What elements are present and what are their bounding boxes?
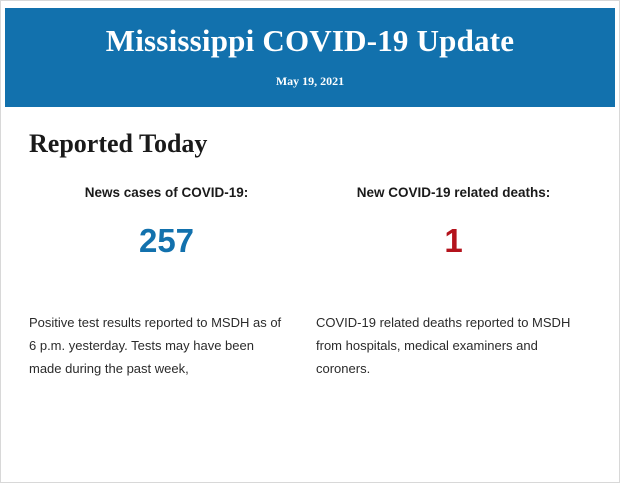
stat-new-cases-value: 257 <box>138 222 195 260</box>
page-title: Mississippi COVID-19 Update <box>105 23 515 58</box>
stat-new-cases-label: News cases of COVID-19: <box>84 185 249 201</box>
descriptions-row <box>1 312 619 380</box>
stats-row <box>1 185 619 260</box>
report-date: May 19, 2021 <box>275 74 345 89</box>
stat-new-deaths <box>310 185 597 260</box>
section-heading: Reported Today <box>29 129 208 159</box>
stat-new-deaths-label: New COVID-19 related deaths: <box>356 185 551 201</box>
stat-new-deaths-description: COVID-19 related deaths reported to MSDH from hospitals, medical examiners and coroners. <box>316 315 571 376</box>
stat-new-deaths-value: 1 <box>444 222 463 260</box>
header-banner <box>5 8 615 107</box>
stat-new-cases-description: Positive test results reported to MSDH as of 6 p.m. yesterday. Tests may have been made during the past week, <box>29 315 282 376</box>
stat-new-cases <box>23 185 310 260</box>
